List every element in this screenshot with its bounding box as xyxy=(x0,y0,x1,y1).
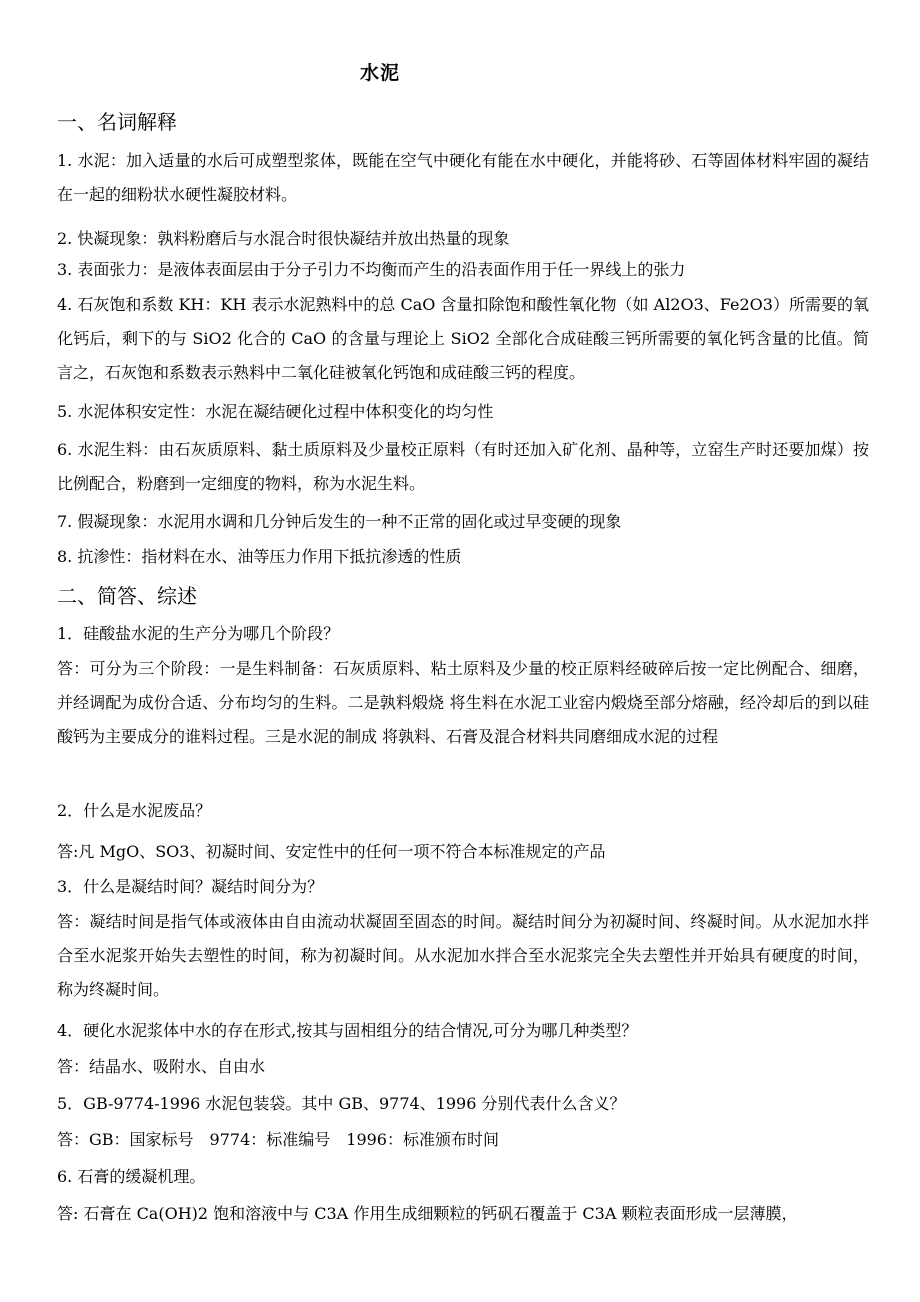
definition-item-7: 7. 假凝现象：水泥用水调和几分钟后发生的一种不正常的固化或过早变硬的现象 xyxy=(57,512,622,531)
answer-5: 答：GB：国家标号 9774：标准编号 1996：标准颁布时间 xyxy=(57,1130,499,1149)
answer-2: 答:凡 MgO、SO3、初凝时间、安定性中的任何一项不符合本标准规定的产品 xyxy=(57,842,606,861)
question-1: 1．硅酸盐水泥的生产分为哪几个阶段？ xyxy=(57,624,340,643)
definition-item-6: 6. 水泥生料：由石灰质原料、黏土质原料及少量校正原料（有时还加入矿化剂、晶种等，立窑生产时还要加煤）按比例配合，粉磨到一定细度的物料，称为水泥生料。 xyxy=(57,440,869,493)
section-heading-definitions: 一、名词解释 xyxy=(57,110,177,134)
definition-item-3: 3. 表面张力：是液体表面层由于分子引力不均衡而产生的沿表面作用于任一界线上的张力 xyxy=(57,260,686,279)
question-2: 2．什么是水泥废品？ xyxy=(57,801,212,820)
definition-item-1: 1. 水泥：加入适量的水后可成塑型浆体，既能在空气中硬化有能在水中硬化，并能将砂、石等固体材料牢固的凝结在一起的细粉状水硬性凝胶材料。 xyxy=(57,151,869,204)
definition-item-5: 5. 水泥体积安定性：水泥在凝结硬化过程中体积变化的均匀性 xyxy=(57,402,494,421)
question-3: 3．什么是凝结时间？凝结时间分为？ xyxy=(57,877,324,896)
answer-1: 答：可分为三个阶段：一是生料制备：石灰质原料、粘土原料及少量的校正原料经破碎后按一定比例配合、细磨，并经调配为成份合适、分布均匀的生料。二是孰料煅烧 将生料在水泥工业窑内煅烧至部分熔融，经冷却后的到以硅酸钙为主要成分的谁料过程。三是水泥的制成 将孰料、石膏及混合材料共同磨细成水泥的过程 xyxy=(57,659,869,746)
section-heading-qa: 二、简答、综述 xyxy=(57,584,197,608)
question-5: 5．GB-9774-1996 水泥包装袋。其中 GB、9774、1996 分别代表什么含义？ xyxy=(57,1094,626,1113)
definition-item-2: 2. 快凝现象：孰料粉磨后与水混合时很快凝结并放出热量的现象 xyxy=(57,229,510,248)
answer-3: 答：凝结时间是指气体或液体由自由流动状凝固至固态的时间。凝结时间分为初凝时间、终凝时间。从水泥加水拌合至水泥浆开始失去塑性的时间，称为初凝时间。从水泥加水拌合至水泥浆完全失去塑性并开始具有硬度的时间，称为终凝时间。 xyxy=(57,912,869,999)
definition-item-8: 8. 抗渗性：指材料在水、油等压力作用下抵抗渗透的性质 xyxy=(57,547,462,566)
document-title: 水泥 xyxy=(359,62,400,84)
answer-6: 答: 石膏在 Ca(OH)2 饱和溶液中与 C3A 作用生成细颗粒的钙矾石覆盖于 C3A 颗粒表面形成一层薄膜， xyxy=(57,1204,798,1223)
question-6: 6. 石膏的缓凝机理。 xyxy=(57,1167,206,1186)
answer-4: 答：结晶水、吸附水、自由水 xyxy=(57,1057,266,1076)
definition-item-4: 4. 石灰饱和系数 KH：KH 表示水泥熟料中的总 CaO 含量扣除饱和酸性氧化物（如 Al2O3、Fe2O3）所需要的氧化钙后，剩下的与 SiO2 化合的 CaO 的含量与理论上 SiO2 全部化合成硅酸三钙所需要的氧化钙含量的比值。简言之，石灰饱和系数表示熟料中二氧化硅被氧化钙饱和成硅酸三钙的程度。 xyxy=(57,295,869,382)
question-4: 4．硬化水泥浆体中水的存在形式,按其与固相组分的结合情况,可分为哪几种类型？ xyxy=(57,1021,638,1040)
